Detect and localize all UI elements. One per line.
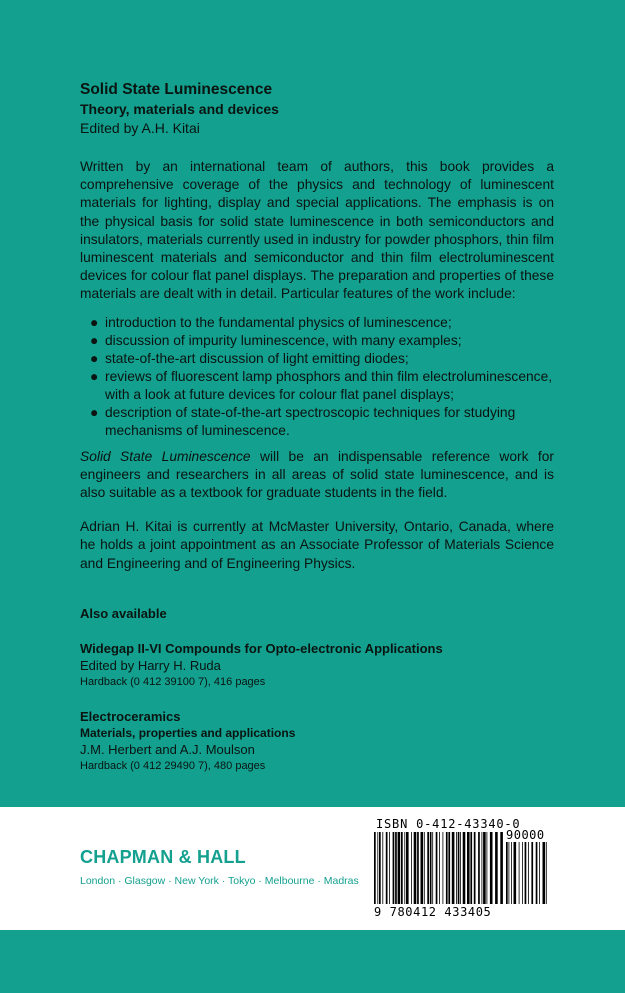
publisher-footer	[0, 807, 625, 930]
publisher-cities: London · Glasgow · New York · Tokyo · Melbourne · Madras	[80, 875, 359, 887]
related-book-title: Electroceramics	[80, 708, 181, 724]
list-item: ● discussion of impurity luminescence, with many examples;	[90, 332, 462, 348]
related-book	[80, 640, 554, 690]
summary-book-title: Solid State Luminescence	[80, 448, 251, 464]
cover-text	[80, 80, 554, 774]
list-item: ● introduction to the fundamental physics of luminescence;	[90, 314, 452, 330]
bullet-icon: ●	[90, 350, 99, 366]
features-list	[90, 314, 554, 440]
also-available-heading: Also available	[80, 605, 167, 621]
isbn-label: ISBN 0-412-43340-0	[376, 817, 521, 831]
related-book-subtitle: Materials, properties and applications	[80, 725, 296, 740]
price-addon-number: 90000	[506, 828, 545, 842]
list-item: ● description of state-of-the-art spectroscopic techniques for studying mechanisms of luminescence.	[90, 404, 516, 438]
bottom-band	[0, 930, 625, 993]
book-editor: Edited by A.H. Kitai	[80, 120, 200, 136]
related-book-author: J.M. Herbert and A.J. Moulson	[80, 741, 255, 757]
publisher-logo: CHAPMAN & HALL	[80, 847, 246, 867]
barcode-icon	[372, 832, 550, 904]
list-item: ● state-of-the-art discussion of light emitting diodes;	[90, 350, 409, 366]
list-item: ● reviews of fluorescent lamp phosphors and thin film electroluminescence, with a look at future devices for colour flat panel displays;	[90, 368, 553, 402]
summary-text: will be an indispensable reference work for engineers and researchers in all areas of solid state luminescence, and is also suitable as a textbook for graduate students in the field.	[80, 448, 554, 501]
related-book-details: Hardback (0 412 39100 7), 416 pages	[80, 675, 266, 688]
ean-number: 9 780412 433405	[374, 905, 492, 919]
description-summary	[80, 448, 554, 503]
bullet-icon: ●	[90, 404, 99, 420]
related-book-author: Edited by Harry H. Ruda	[80, 657, 221, 673]
book-title: Solid State Luminescence	[80, 81, 273, 98]
book-subtitle: Theory, materials and devices	[80, 101, 279, 117]
bullet-icon: ●	[90, 332, 99, 348]
related-book-title: Widegap II-VI Compounds for Opto-electronic Applications	[80, 640, 443, 656]
author-bio: Adrian H. Kitai is currently at McMaster University, Ontario, Canada, where he holds a joint appointment as an Associate Professor of Materials Science and Engineering and of Engineering Physics.	[80, 519, 554, 571]
related-book	[80, 708, 554, 774]
bullet-icon: ●	[90, 314, 99, 330]
related-book-details: Hardback (0 412 29490 7), 480 pages	[80, 759, 266, 772]
bullet-icon: ●	[90, 368, 99, 384]
description-intro: Written by an international team of authors, this book provides a comprehensive coverage of the physics and technology of luminescent materials for lighting, display and special applications. The emphasis is on the physical basis for solid state luminescence in both semiconductors and insulators, materials currently used in industry for powder phosphors, thin film luminescent materials and semiconductor and thin film electroluminescent devices for colour flat panel displays. The preparation and properties of these materials are dealt with in detail. Particular features of the work include:	[80, 159, 554, 302]
